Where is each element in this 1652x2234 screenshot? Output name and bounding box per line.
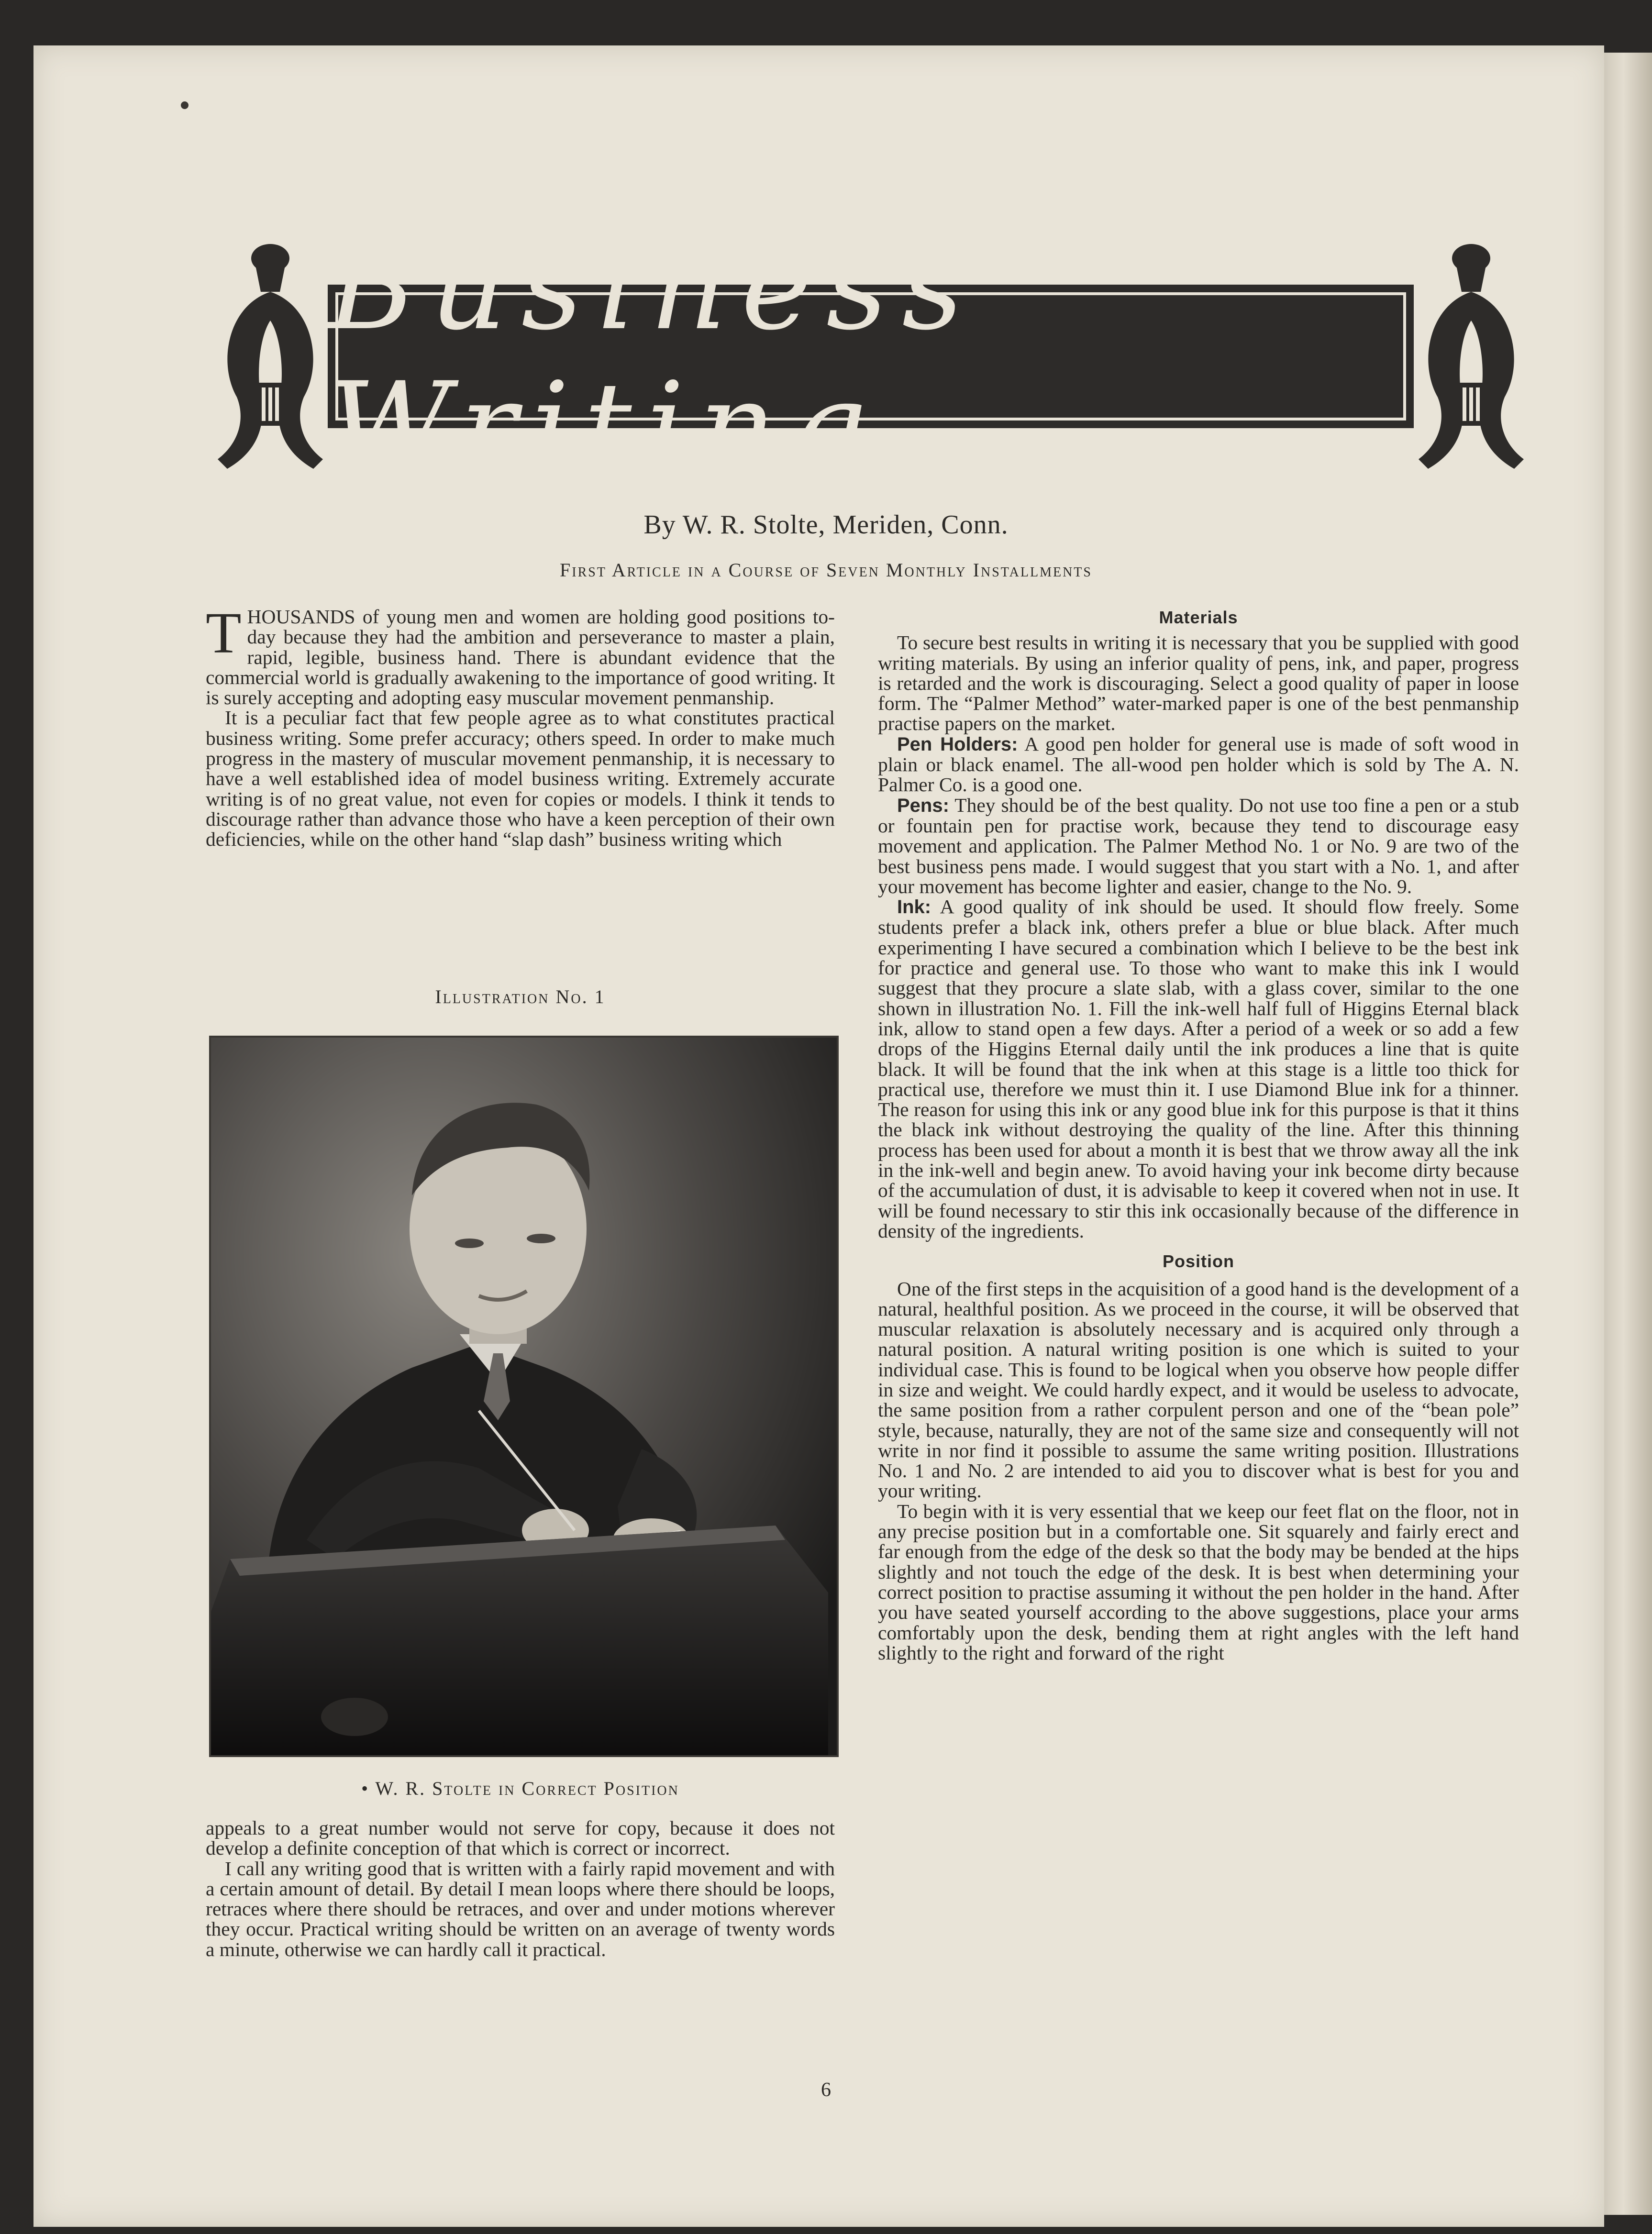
- paragraph-pens: Pens: They should be of the best quality. Do not use too fine a pen or a stub or fountain pen for practise work, because they tend to discourage easy movement and application. The Palmer Method No. 1 or No. 9 are two of the best business pens made. I would suggest that you start with a No. 1, and after your movement has become lighter and easier, change to the No. 9.: [878, 794, 1519, 897]
- paragraph: THOUSANDS of young men and women are holding good positions to-day because they had the ambition and perseverance to master a plain, rapid, legible, business hand. There is abundant evidence that the commercial world is gradually awakening to the importance of good writing. It is surely accepting and adopting easy muscular movement penmanship.: [206, 601, 835, 709]
- left-ornament-icon: [208, 239, 333, 478]
- right-column: [878, 608, 1519, 1663]
- byline: By W. R. Stolte, Meriden, Conn.: [643, 510, 1009, 540]
- paragraph: appeals to a great number would not serve for copy, because it does not develop a definite conception of that which is correct or incorrect.: [206, 1817, 835, 1859]
- section-heading-materials: Materials: [1159, 608, 1238, 627]
- paragraph: To secure best results in writing it is necessary that you be supplied with good writing materials. By using an inferior quality of pens, ink, and paper, progress is retarded and the work is discouraging. Select a good quality of paper in loose form. The “Palmer Method” water-marked paper is one of the best penmanship practise papers on the market.: [878, 631, 1519, 735]
- right-ornament-icon: [1409, 239, 1533, 478]
- page-number: 6: [821, 2079, 831, 2101]
- paragraph: I call any writing good that is written with a fairly rapid movement and with a certain amount of detail. By detail I mean loops where there should be loops, retraces where there should be retraces, and over and under motions wherever they occur. Practical writing should be written on an average of twenty words a minute, otherwise we can hardly call it practical.: [206, 1857, 835, 1960]
- paragraph: To begin with it is very essential that we keep our feet flat on the floor, not in any precise position but in a comfortable one. Sit squarely and fairly erect and far enough from the edge of the desk so that the body may be bended at the hips slightly and not touch the edge of the desk. It is best when determining your correct position to practise assuming it without the pen holder in the hand. After you have seated yourself according to the above suggestions, place your arms comfortably upon the desk, bending them at right angles with the left hand slightly to the right and forward of the right: [878, 1500, 1519, 1664]
- paragraph-ink: Ink: A good quality of ink should be used. It should flow freely. Some students prefer a black ink, others prefer a blue or blue black. After much experimenting I have secured a combination which I believe to be the best ink for practice and general use. To those who want to make this ink I would suggest that they procure a slate slab, with a glass cover, similar to the one shown in illustration No. 1. Fill the ink-well half full of Higgins Eternal black ink, allow to stand open a few days. After a period of a week or so add a few drops of the Higgins Eternal daily until the ink produces a line that is quite black. It will be found that the ink when at this stage is a little too thick for practical use, therefore we must thin it. I use Diamond Blue ink for a thinner. The reason for using this ink or any good blue ink for this purpose is that it thins the black ink without destroying the quality of the line. After this thinning process has been used for about a month it is best that we throw away all the ink in the ink-well and begin anew. To avoid having your ink become dirty because of the accumulation of dust, it is advisable to keep it covered when not in use. It will be found necessary to stir this ink occasionally because of the difference in density of the ingredients.: [878, 896, 1519, 1242]
- page-edge: [1604, 53, 1652, 2215]
- paragraph: It is a peculiar fact that few people agree as to what constitutes practical business writing. Some prefer accuracy; others speed. In order to make much progress in the mastery of muscular movement penmanship, it is necessary to have a well established idea of model business writing. Extremely accurate writing is of no great value, not even for copies or models. I think it tends to discourage rather than advance those who have a keen perception of their own deficiencies, while on the other hand “slap dash” business writing which: [206, 707, 835, 851]
- photo-caption: • W. R. Stolte in Correct Position: [361, 1778, 679, 1799]
- banner-title: Business Writing: [328, 217, 978, 496]
- paragraph-pen-holders: Pen Holders: A good pen holder for general use is made of soft wood in plain or black enamel. The all-wood pen holder which is sold by The A. N. Palmer Co. is a good one.: [878, 732, 1519, 796]
- left-column-bottom: [206, 1818, 835, 1959]
- paragraph: One of the first steps in the acquisition of a good hand is the development of a natural, healthful position. As we proceed in the course, it will be observed that muscular relaxation is absolutely necessary and is acquired only through a natural position. A natural writing position is one which is suited to your individual case. This is found to be logical when you observe how people differ in size and weight. We could hardly expect, and it would be useless to advocate, the same position from a rather corpulent person and one of the “bean pole” style, because, naturally, they are not of the same size and consequently will not write in nor find it possible to assume the same writing position. Illustrations No. 1 and No. 2 are intended to aid you to discover what is best for you and your writing.: [878, 1277, 1519, 1502]
- man-writing-photo: [211, 1038, 837, 1755]
- subtitle: First Article in a Course of Seven Monthly Installments: [560, 559, 1092, 581]
- illustration-label: Illustration No. 1: [435, 986, 606, 1007]
- section-heading-position: Position: [1163, 1251, 1234, 1272]
- title-banner: [208, 217, 1533, 496]
- photo-illustration: [209, 1036, 839, 1757]
- ink-dot: [181, 101, 188, 109]
- drop-cap: T: [206, 601, 242, 665]
- left-column-top: [206, 601, 835, 851]
